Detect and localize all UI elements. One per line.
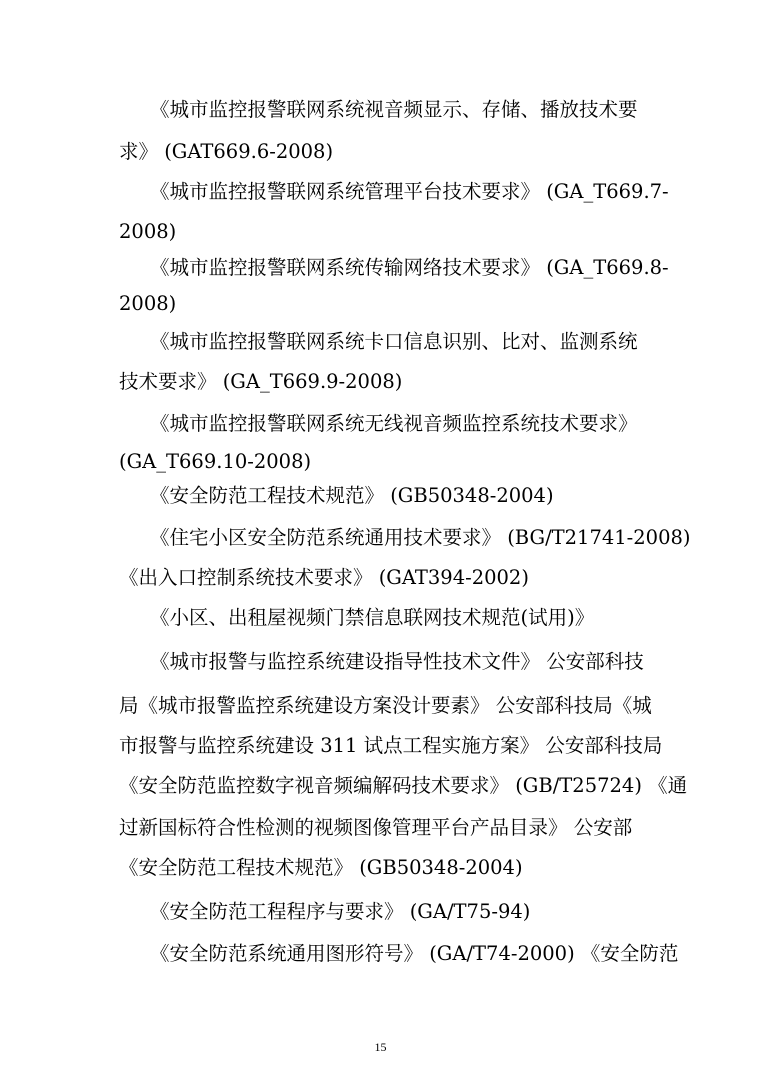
text-line: 《住宅小区安全防范系统通用技术要求》 (BG/T21741-2008) bbox=[150, 526, 691, 549]
text-line: 《安全防范工程程序与要求》 (GA/T75-94) bbox=[150, 900, 531, 923]
text-line: 《城市监控报警联网系统卡口信息识别、比对、监测系统 bbox=[150, 330, 638, 353]
text-line: (GA_T669.10-2008) bbox=[119, 450, 312, 473]
page-number: 15 bbox=[374, 1040, 387, 1054]
text-line: 《小区、出租屋视频门禁信息联网技术规范(试用)》 bbox=[150, 606, 595, 629]
text-line: 求》 (GAT669.6-2008) bbox=[119, 140, 334, 163]
text-line: 2008) bbox=[119, 220, 177, 243]
text-line: 《城市监控报警联网系统管理平台技术要求》 (GA_T669.7- bbox=[150, 180, 669, 203]
text-line: 《城市监控报警联网系统无线视音频监控系统技术要求》 bbox=[150, 412, 638, 435]
text-line: 2008) bbox=[119, 292, 177, 315]
text-line: 《安全防范监控数字视音频编解码技术要求》 (GB/T25724) 《通 bbox=[119, 774, 688, 797]
text-line: 《城市监控报警联网系统视音频显示、存储、播放技术要 bbox=[150, 98, 638, 121]
text-line: 《安全防范工程技术规范》 (GB50348-2004) bbox=[119, 856, 523, 879]
text-line: 《安全防范工程技术规范》 (GB50348-2004) bbox=[150, 484, 554, 507]
text-line: 过新国标符合性检测的视频图像管理平台产品目录》 公安部 bbox=[119, 816, 633, 839]
text-line: 技术要求》 (GA_T669.9-2008) bbox=[119, 370, 403, 393]
text-line: 《城市监控报警联网系统传输网络技术要求》 (GA_T669.8- bbox=[150, 256, 669, 279]
text-line: 市报警与监控系统建设 311 试点工程实施方案》 公安部科技局 bbox=[119, 734, 663, 757]
text-line: 《出入口控制系统技术要求》 (GAT394-2002) bbox=[119, 566, 529, 589]
text-line: 局《城市报警监控系统建设方案没计要素》 公安部科技局《城 bbox=[119, 694, 652, 717]
text-line: 《安全防范系统通用图形符号》 (GA/T74-2000) 《安全防范 bbox=[150, 942, 679, 965]
text-line: 《城市报警与监控系统建设指导性技术文件》 公安部科技 bbox=[150, 650, 644, 673]
